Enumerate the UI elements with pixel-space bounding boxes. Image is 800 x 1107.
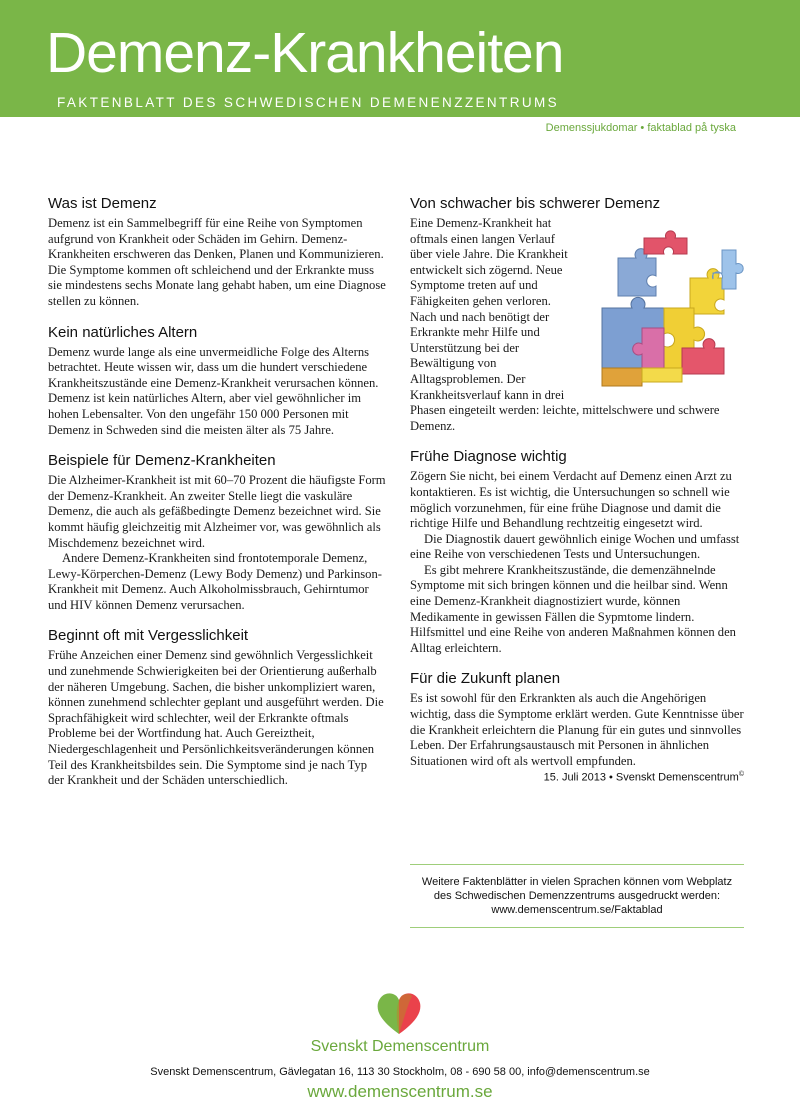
language-tag: Demenssjukdomar • faktablad på tyska	[545, 122, 736, 134]
section-heading: Von schwacher bis schwerer Demenz	[410, 195, 661, 212]
section-vergesslichkeit	[48, 626, 386, 788]
section-paragraph: Demenz ist ein Sammelbegriff für eine Reihe von Symptomen aufgrund von Krankheit oder Schäden im Gehirn. Demenz-Krankheiten erschweren das Denken, Planen und Kommunizieren. Die Symptome kommen oft schleichend und der Erkrankte muss sie mindestens sechs Monate lang gehabt haben, um eine Diagnose stellen zu können.	[48, 216, 386, 308]
section-beispiele	[48, 451, 386, 613]
section-heading: Für die Zukunft planen	[410, 670, 561, 688]
page-title: Demenz-Krankheiten	[46, 21, 564, 85]
header-banner	[0, 0, 800, 117]
section-kein-natuerliches-altern	[48, 323, 386, 439]
section-paragraph: Es gibt mehrere Krankheitszustände, die demenzähnelnde Symptome mit sich bringen können und die heilbar sind. Wenn eine Demenz-Krankheit diagnostiziert wurde, können Medikamente in gewissen Fällen die Sypmtome lindern. Hilfsmittel und eine Reihe von anderen Maßnahmen können den Alltag erleichtern.	[410, 562, 736, 655]
footer-url[interactable]: www.demenscentrum.se	[307, 1082, 493, 1101]
date-text: 15. Juli 2013 • Svenskt Demenscentrum	[543, 772, 739, 785]
right-column	[410, 194, 744, 797]
section-paragraph: Eine Demenz-Krankheit hat oftmals einen langen Verlauf über viele Jahre. Die Krankheit entwickelt sich zögernd. Neue Symptome treten auf und Fähigkeiten gehen verloren. Nach und nach benötigt der Erkrankte mehr Hilfe und Unterstützung bei der Bewältigung von Alltagsproblemen. Der Krankheitsverlauf kann in drei Phasen eingeteilt werden: leichte, mittelschwere und schwere Demenz.	[410, 216, 720, 433]
page-subtitle: FAKTENBLATT DES SCHWEDISCHEN DEMENENZZENTRUMS	[57, 95, 560, 110]
section-paragraph: Die Diagnostik dauert gewöhnlich einige Wochen und umfasst eine Reihe von verschiedenen Tests und Untersuchungen.	[410, 531, 740, 562]
section-heading: Frühe Diagnose wichtig	[410, 448, 567, 466]
date-line	[410, 771, 744, 784]
section-paragraph: Zögern Sie nicht, bei einem Verdacht auf Demenz einen Arzt zu kontaktieren. Es ist wichtig, die Untersuchungen so schnell wie möglich vorzunehmen, für eine frühe Diagnose und damit die richtige Hilfe und Behandlung rechtzeitig eingesetzt wird.	[410, 469, 732, 531]
left-column	[48, 194, 386, 802]
section-heading: Beispiele für Demenz-Krankheiten	[48, 452, 276, 470]
section-paragraph: Demenz wurde lange als eine unvermeidliche Folge des Alterns betrachtet. Heute wissen wir, dass um die hundert verschiedene Krankheitszustände eine Demenz-Krankheit verursachen können. Demenz ist kein natürliches Altern, aber viel gewöhnlicher im hohen Lebensalter. Von den ungefähr 150 000 Personen mit Demenz in Schweden sind die meisten älter als 75 Jahre.	[48, 344, 379, 437]
section-heading: Kein natürliches Altern	[48, 323, 198, 341]
heart-logo-icon	[374, 990, 424, 1036]
info-box: Weitere Faktenblätter in vielen Sprachen können vom Webplatz des Schwedischen Demenzzentrums ausgedruckt werden: www.demenscentrum.se/Faktablad	[410, 864, 744, 928]
footer-address: Svenskt Demenscentrum, Gävlegatan 16, 113 30 Stockholm, 08 - 690 58 00, info@demenscentrum.se	[150, 1066, 650, 1078]
section-paragraph: Andere Demenz-Krankheiten sind frontotemporale Demenz, Lewy-Körperchen-Demenz (Lewy Body Demenz) und Parkinson-Krankheit mit Demenz. Auch Alkoholmissbrauch, Gehirntumor und HIV können Demenz verursachen.	[48, 551, 382, 612]
section-verlauf	[410, 194, 744, 434]
logo-text: Svenskt Demenscentrum	[310, 1038, 490, 1055]
section-paragraph: Frühe Anzeichen einer Demenz sind gewöhnlich Vergesslichkeit und zunehmende Schwierigkeiten bei der Orientierung außerhalb der näheren Umgebung. Sachen, die bisher unkompliziert waren, können zunehmend schlechter geplant und ausgeführt werden. Die Sprachfähigkeit wird schlechter, weil der Erkrankte oftmals Probleme bei der Wortfindung hat. Auch Gereiztheit, Niedergeschlagenheit und Persönlichkeitsveränderungen können Teil des Krankheitsbildes sein. Die Symptome sind je nach Typ der Krankheit und der Schäden unterschiedlich.	[48, 648, 384, 788]
puzzle-pieces-icon	[582, 230, 750, 398]
section-paragraph: Die Alzheimer-Krankheit ist mit 60–70 Prozent die häufigste Form der Demenz-Krankheit. An zweiter Stelle liegt die vaskuläre Demenz, die auch als gefäßbedingte Demenz bezeichnet wird. Sie kommt häufig gleichzeitig mit Alzheimer vor, was gewöhnlich als Mischdemenz bezeichnet wird.	[48, 473, 386, 550]
section-heading: Was ist Demenz	[48, 195, 157, 212]
section-paragraph: Es ist sowohl für den Erkrankten als auch die Angehörigen wichtig, dass die Symptome erklärt werden. Gute Kenntnisse über die Krankheit erleichtern die Planung für ein gutes und sinnvolles Leben. Der Erfahrungsaustausch mit Personen in ähnlichen Situationen wird oft als wertvoll empfunden.	[410, 691, 744, 768]
section-heading: Beginnt oft mit Vergesslichkeit	[48, 627, 249, 645]
section-was-ist-demenz	[48, 194, 386, 310]
copyright-mark: ©	[738, 771, 744, 779]
section-zukunft-planen	[410, 669, 744, 784]
section-fruehe-diagnose	[410, 447, 744, 656]
